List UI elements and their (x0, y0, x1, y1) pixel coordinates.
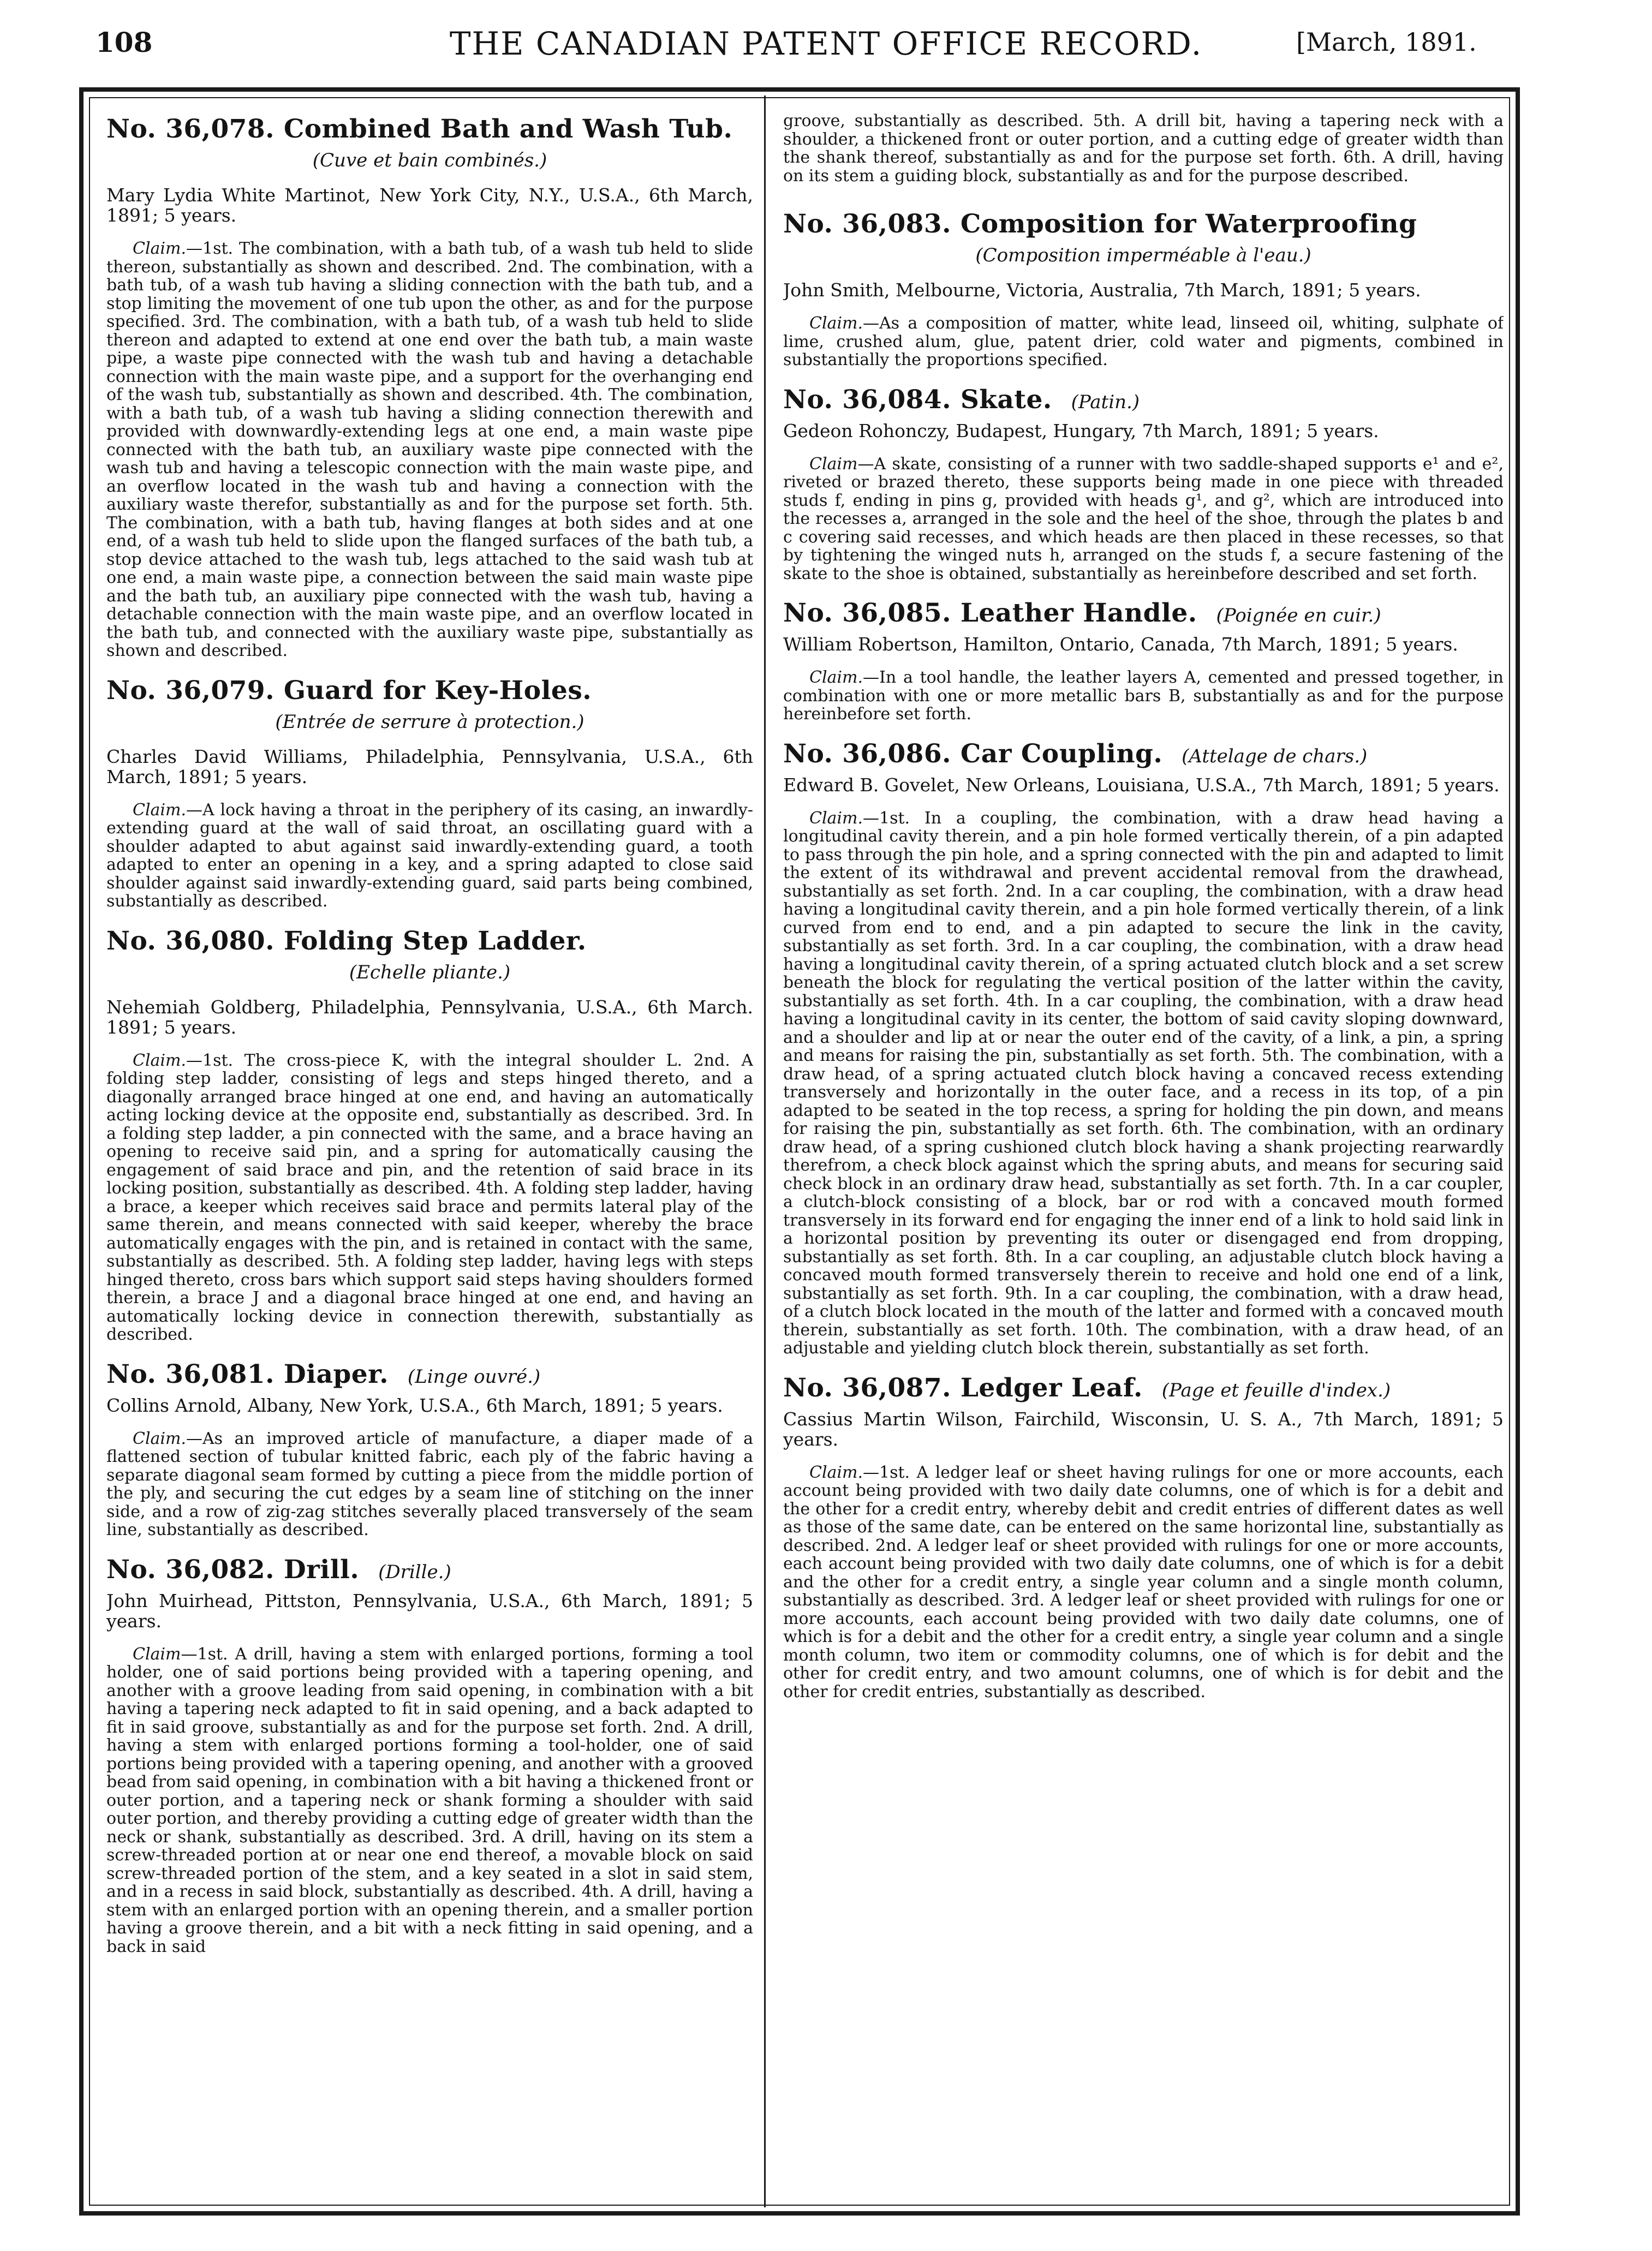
column-divider (764, 95, 766, 2207)
entry-heading (106, 112, 753, 147)
claim-body: —As a composition of matter, white lead, linseed oil, whiting, sulphate of lime, crushed alum, glue, patent drier, cold water and pigments, combined in substantially the proportions specified. (783, 314, 1504, 369)
claim-body: —1st. The combination, with a bath tub, of a wash tub held to slide thereon, substantially as shown and described. 2nd. The combination, with a bath tub, of a wash tub having a sliding connection with the bath tub, and a stop limiting the movement of one tub upon the other, as and for the purpose specified. 3rd. The combination, with a bath tub, of a wash tub held to slide thereon and adapted to extend at one end over the bath tub, a main waste pipe, a waste pipe connected with the wash tub and having a detachable connection with the main waste pipe, and a support for the overhanging end of the wash tub, substantially as shown and described. 4th. The combination, with a bath tub, of a wash tub having a sliding connection therewith and provided with downwardly-extending legs at one end, a main waste pipe connected with the bath tub, an auxiliary waste pipe connected with the wash tub and having a telescopic connection with the main waste pipe, and an overflow located in the wash tub and having a connection with the auxiliary waste therefor, substantially as and for the purpose set forth. 5th. The combination, with a bath tub, having flanges at both sides and at one end, of a wash tub held to slide upon the flanged surfaces of the bath tub, a stop device attached to the wash tub, legs attached to the said wash tub at one end, a main waste pipe, a connection between the said main waste pipe and the bath tub, an auxiliary pipe connected with the wash tub, having a detachable connection with the main waste pipe, and an overflow located in the bath tub, and connected with the auxiliary waste pipe, substantially as shown and described. (106, 239, 753, 660)
french-title: (Composition imperméable à l'eau.) (975, 244, 1311, 266)
claim-text (783, 668, 1504, 724)
claim-text (106, 1430, 753, 1539)
inventor-line: John Muirhead, Pittston, Pennsylvania, U.S.A., 6th March, 1891; 5 years. (106, 1590, 753, 1632)
french-title: (Page et feuille d'index.) (1161, 1379, 1391, 1401)
right-column (783, 112, 1504, 2205)
claim-label: Claim. (809, 808, 863, 828)
page-number: 108 (96, 26, 153, 58)
french-title: (Patin.) (1071, 391, 1140, 413)
french-title: (Poignée en cuir.) (1216, 605, 1381, 626)
patent-entry-36082 (106, 1553, 753, 1956)
patent-number: No. 36,082. (106, 1554, 275, 1585)
claim-text (783, 455, 1504, 583)
claim-label: Claim (809, 454, 858, 474)
patent-entry-36084 (783, 383, 1504, 583)
left-column (106, 112, 753, 2205)
claim-text (106, 1645, 753, 1956)
claim-label: Claim (133, 1644, 181, 1664)
patent-entry-36078 (106, 112, 753, 660)
claim-text (783, 314, 1504, 369)
entry-heading (106, 1553, 753, 1590)
patent-title: Car Coupling. (960, 738, 1163, 769)
claim-label: Claim. (809, 668, 863, 687)
claim-body: —As an improved article of manufacture, a diaper made of a flattened section of tubular knitted fabric, each ply of the fabric having a separate diagonal seam formed by cutting a piece from the middle portion of the ply, and securing the cut edges by a seam line of stitching on the inner side, and a row of zig-zag stitches severally placed transversely of the seam line, substantially as described. (106, 1429, 753, 1539)
claim-body: —A skate, consisting of a runner with two saddle-shaped supports e¹ and e², riveted or brazed thereto, these supports being made in one piece with threaded studs f, ending in pins g, provided with heads g¹, and g², which are introduced into the recesses a, arranged in the sole and the heel of the shoe, through the plates b and c covering said recesses, and which heads are then placed in these recesses, so that by tightening the winged nuts h, arranged on the studs f, a secure fastening of the skate to the shoe is obtained, substantially as hereinbefore described and set forth. (783, 454, 1504, 583)
patent-entry-36085 (783, 596, 1504, 724)
claim-body: —1st. In a coupling, the combination, with a draw head having a longitudinal cavity therein, and a pin hole formed vertically therein, of a pin adapted to pass through the pin hole, and a spring connected with the pin and adapted to limit the extent of its withdrawal and prevent accidental removal from the drawhead, substantially as set forth. 2nd. In a car coupling, the combination, with a draw head having a longitudinal cavity therein, and a pin hole formed vertically therein, of a link curved from end to end, and a pin adapted to secure the link in the cavity, substantially as set forth. 3rd. In a car coupling, the combination, with a draw head having a longitudinal cavity therein, of a spring actuated clutch block and a set screw beneath the block for regulating the vertical position of the latter within the cavity, substantially as set forth. 4th. In a car coupling, the combination, with a draw head having a longitudinal cavity in its center, the bottom of said cavity sloping downward, and a shoulder and lip at or near the outer end of the cavity, of a link, a pin, a spring and means for raising the pin, substantially as set forth. 5th. The combination, with a draw head, of a spring actuated clutch block having a concaved recess extending transversely and horizontally in the outer face, and a recess in its top, of a pin adapted to be seated in the top recess, a spring for holding the pin down, and means for raising the pin, substantially as set forth. 6th. The combination, with an ordinary draw head, of a spring cushioned clutch block having a shank projecting rearwardly therefrom, a check block against which the spring abuts, and means for securing said check block in an ordinary draw head, substantially as set forth. 7th. In a car coupler, a clutch-block consisting of a block, bar or rod with a concaved mouth formed transversely in its forward end for engaging the inner end of a link to hold said link in a horizontal position by preventing its outer or disengaged end from dropping, substantially as set forth. 8th. In a car coupling, an adjustable clutch block having a concaved mouth formed transversely therein to receive and hold one end of a link, substantially as set forth. 9th. In a car coupling, the combination, with a draw head, of a clutch block located in the mouth of the latter and formed with a concaved mouth therein, substantially as set forth. 10th. The combination, with a draw head, of an adjustable and yielding clutch block therein, substantially as set forth. (783, 808, 1504, 1358)
inventor-line: Gedeon Rohonczy, Budapest, Hungary, 7th March, 1891; 5 years. (783, 420, 1379, 441)
inventor-line: Cassius Martin Wilson, Fairchild, Wisconsin, U. S. A., 7th March, 1891; 5 years. (783, 1408, 1504, 1450)
french-title: (Cuve et bain combinés.) (312, 150, 547, 171)
french-title: (Attelage de chars.) (1182, 745, 1368, 767)
french-title: (Linge ouvré.) (407, 1365, 541, 1388)
patent-number: No. 36,079. (106, 675, 275, 706)
french-title: (Entrée de serrure à protection.) (275, 710, 585, 733)
claim-continuation: groove, substantially as described. 5th. A drill bit, having a tapering neck with a shoulder, a thickened front or outer portion, and a cutting edge of greater width than the shank thereof, substantially as and for the purpose set forth. 6th. A drill, having on its stem a guiding block, substantially as and for the purpose described. (783, 112, 1504, 186)
patent-entry-36081 (106, 1357, 753, 1539)
claim-text (106, 1052, 753, 1344)
patent-number: No. 36,081. (106, 1359, 275, 1389)
entry-heading (783, 596, 1504, 633)
patent-number: No. 36,087. (783, 1372, 951, 1403)
claim-body: —In a tool handle, the leather layers A, cemented and pressed together, in combination with one or more metallic bars B, substantially as and for the purpose hereinbefore set forth. (783, 668, 1504, 724)
patent-number: No. 36,083. (783, 209, 951, 239)
inventor-line: Edward B. Govelet, New Orleans, Louisiana, U.S.A., 7th March, 1891; 5 years. (783, 774, 1500, 796)
inventor-line: Charles David Williams, Philadelphia, Pennsylvania, U.S.A., 6th March, 1891; 5 years. (106, 745, 753, 787)
claim-label: Claim. (809, 314, 863, 333)
patent-entry-36083 (783, 207, 1504, 369)
claim-body: —1st. The cross-piece K, with the integral shoulder L. 2nd. A folding step ladder, consisting of legs and steps hinged thereto, and a diagonally arranged brace hinged at one end, and having an automatically acting locking device at the opposite end, substantially as described. 3rd. In a folding step ladder, a pin connected with the same, and a brace having an opening to receive said pin, and a spring for automatically causing the engagement of said brace and pin, and the retention of said brace in its locking position, substantially as described. 4th. A folding step ladder, having a brace, a keeper which receives said brace and permits lateral play of the same therein, and means connected with said keeper, whereby the brace automatically engages with the pin, and is retained in contact with the same, substantially as described. 5th. A folding step ladder, having legs with steps hinged thereto, cross bars which support said steps having shoulders formed therein, a brace J and a diagonal brace hinged at one end, and having an automatically locking device in connection therewith, substantially as described. (106, 1050, 753, 1344)
french-title: (Echelle pliante.) (349, 961, 511, 983)
claim-label: Claim. (133, 1429, 187, 1448)
patent-number: No. 36,085. (783, 598, 951, 628)
claim-label: Claim. (809, 1462, 863, 1482)
patent-title: Folding Step Ladder. (283, 926, 587, 956)
patent-title: Combined Bath and Wash Tub. (283, 114, 733, 144)
patent-number: No. 36,078. (106, 114, 275, 144)
patent-title: Diaper. (283, 1359, 389, 1389)
patent-entry-36087 (783, 1371, 1504, 1701)
patent-title: Leather Handle. (960, 598, 1197, 628)
french-title: (Drille.) (378, 1561, 451, 1583)
patent-number: No. 36,080. (106, 926, 275, 956)
patent-title: Ledger Leaf. (960, 1372, 1143, 1403)
patent-title: Skate. (960, 384, 1052, 415)
patent-title: Composition for Waterproofing (960, 209, 1417, 239)
inventor-line: William Robertson, Hamilton, Ontario, Canada, 7th March, 1891; 5 years. (783, 634, 1458, 655)
entry-heading (783, 737, 1504, 774)
claim-body: —A lock having a throat in the periphery of its casing, an inwardly-extending guard at the wall of said throat, an oscillating guard with a shoulder adapted to abut against said inwardly-extending guard, a tooth adapted to enter an opening in a key, and a spring adapted to close said shoulder against said inwardly-extending guard, said parts being combined, substantially as described. (106, 800, 753, 911)
claim-body: —1st. A ledger leaf or sheet having rulings for one or more accounts, each account being provided with two daily date columns, one of which is for a debit and the other for a credit entry, whereby debit and credit entries of different dates as well as those of the same date, can be entered on the same horizontal line, substantially as described. 2nd. A ledger leaf or sheet provided with rulings for one or more accounts, each account being provided with two daily date columns, one of which is for a debit and the other for a credit entry, a single year column and a single month column, substantially as described. 3rd. A ledger leaf or sheet provided with rulings for one or more accounts, each account being provided with two daily date columns, one of which is for a debit and the other for a credit entry, a single year column and a single month column, two item or commodity columns, one of which is for debit and the other for credit entry, and two amount columns, one of which is for debit and the other for credit entries, substantially as described. (783, 1462, 1504, 1701)
entry-heading (783, 207, 1504, 242)
patent-entry-36079 (106, 673, 753, 911)
inventor-line: Collins Arnold, Albany, New York, U.S.A., 6th March, 1891; 5 years. (106, 1394, 723, 1416)
page-header (0, 21, 1652, 70)
inventor-line: Mary Lydia White Martinot, New York City, N.Y., U.S.A., 6th March, 1891; 5 years. (106, 184, 753, 226)
issue-date: [March, 1891. (1296, 27, 1477, 57)
patent-number: No. 36,086. (783, 738, 951, 769)
claim-text (783, 809, 1504, 1358)
claim-label: Claim. (133, 239, 187, 258)
inventor-line: Nehemiah Goldberg, Philadelphia, Pennsylvania, U.S.A., 6th March. 1891; 5 years. (106, 996, 753, 1038)
patent-title: Drill. (283, 1554, 360, 1585)
patent-entry-36080 (106, 924, 753, 1344)
claim-text (783, 1464, 1504, 1701)
patent-number: No. 36,084. (783, 384, 951, 415)
publication-title: THE CANADIAN PATENT OFFICE RECORD. (449, 25, 1203, 62)
claim-text (106, 240, 753, 660)
entry-heading (783, 383, 1504, 420)
claim-label: Claim. (133, 800, 187, 820)
claim-text (106, 801, 753, 911)
claim-label: Claim. (133, 1050, 187, 1070)
inventor-line: John Smith, Melbourne, Victoria, Australia, 7th March, 1891; 5 years. (783, 279, 1421, 301)
entry-heading (106, 673, 753, 708)
entry-heading (106, 924, 753, 959)
patent-title: Guard for Key-Holes. (283, 675, 592, 706)
entry-heading (783, 1371, 1504, 1408)
claim-body: —1st. A drill, having a stem with enlarged portions, forming a tool holder, one of said portions being provided with a tapering opening, and another with a groove leading from said opening, in combination with a bit having a tapering neck adapted to fit in said opening, and a back adapted to fit in said groove, substantially as and for the purpose set forth. 2nd. A drill, having a stem with enlarged portions forming a tool-holder, one of said portions being provided with a tapering opening, and another with a grooved bead from said opening, in combination with a bit having a thickened front or outer portion, and a tapering neck or shank forming a shoulder with said outer portion, and thereby providing a cutting edge of greater width than the neck or shank, substantially as described. 3rd. A drill, having on its stem a screw-threaded portion at or near one end thereof, a movable block on said screw-threaded portion of the stem, and a key seated in a slot in said stem, and in a recess in said block, substantially as described. 4th. A drill, having a stem with an enlarged portion with an opening therein, and a smaller portion having a groove therein, and a bit with a neck fitting in said opening, and a back in said (106, 1644, 753, 1956)
entry-heading (106, 1357, 753, 1394)
patent-entry-36086 (783, 737, 1504, 1358)
